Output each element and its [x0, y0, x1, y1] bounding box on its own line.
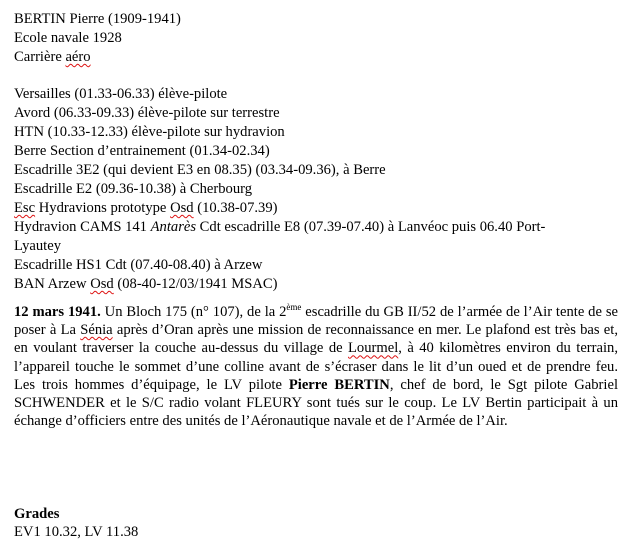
posting-esc-hydravions	[14, 199, 277, 217]
grades-heading: Grades	[14, 506, 60, 522]
narrative-part-4: , à 40 kilomètres environ du terrain, l’appareil touche le sommet d’une colline avant de s’écraser dans le lit d’un oued et de prendre feu. Les trois hommes d’équipage, le LV pilote	[14, 340, 618, 393]
ban-dates: (08-40-12/03/1941 MSAC)	[113, 276, 278, 292]
ordinal-superscript: ème	[286, 302, 302, 312]
career-type: aéro	[65, 49, 91, 65]
esc-dates: (10.38-07.39)	[193, 200, 278, 216]
narrative-part-2: escadrille du GB II/52 de l’armée de l’Air tente de se poser à La	[14, 304, 618, 339]
pilot-name: Pierre BERTIN	[288, 376, 390, 393]
narrative-part-5: , chef de bord, le Sgt pilote Gabriel SCHWENDER et le S/C radio volant FLEURY sont tués sur le coup. Le LV Bertin participait à un échange d’officiers entre des unités de l’Aéronautique navale et de l’Armée de l’Air.	[14, 376, 619, 430]
narrative-part-3: après d’Oran après une mission de reconnaissance en mer. Le plafond est très bas et, en voulant traverser la couche au-dessus du village de	[14, 322, 618, 357]
posting-berre: Berre Section d’entrainement (01.34-02.34)	[14, 143, 270, 159]
posting-cams-continued: Lyautey	[14, 238, 62, 254]
posting-cams	[14, 218, 545, 236]
cams-aircraft-name: Antarès	[150, 219, 197, 235]
place-lourmel: Lourmel	[348, 340, 399, 357]
grades-value: EV1 10.32, LV 11.38	[14, 524, 139, 540]
posting-escadrille-3e2: Escadrille 3E2 (qui devient E3 en 08.35) (03.34-09.36), à Berre	[14, 162, 386, 178]
posting-versailles: Versailles (01.33-06.33) élève-pilote	[14, 86, 228, 102]
posting-hs1: Escadrille HS1 Cdt (07.40-08.40) à Arzew	[14, 257, 263, 273]
career-line	[14, 48, 91, 66]
incident-date: 12 mars 1941.	[14, 304, 101, 320]
place-senia: Sénia	[80, 322, 113, 339]
posting-htn: HTN (10.33-12.33) élève-pilote sur hydravion	[14, 124, 285, 140]
cams-text: Hydravion CAMS 141	[14, 219, 151, 235]
career-label: Carrière	[14, 49, 66, 65]
ban-text: BAN Arzew	[14, 276, 91, 292]
officer-name: BERTIN Pierre (1909-1941)	[14, 11, 181, 27]
esc-text: Hydravions prototype	[35, 200, 171, 216]
posting-ban-arzew	[14, 275, 278, 293]
esc-abbrev: Esc	[14, 200, 36, 216]
esc-osd: Osd	[170, 200, 194, 216]
narrative-part-1: Un Bloch 175 (n° 107), de la 2	[100, 304, 287, 320]
posting-avord: Avord (06.33-09.33) élève-pilote sur terrestre	[14, 105, 280, 121]
posting-escadrille-e2: Escadrille E2 (09.36-10.38) à Cherbourg	[14, 181, 253, 197]
ban-osd: Osd	[90, 276, 114, 292]
incident-paragraph	[14, 303, 618, 430]
cams-details: Cdt escadrille E8 (07.39-07.40) à Lanvéoc puis 06.40 Port-	[196, 219, 546, 235]
naval-school: Ecole navale 1928	[14, 30, 122, 46]
